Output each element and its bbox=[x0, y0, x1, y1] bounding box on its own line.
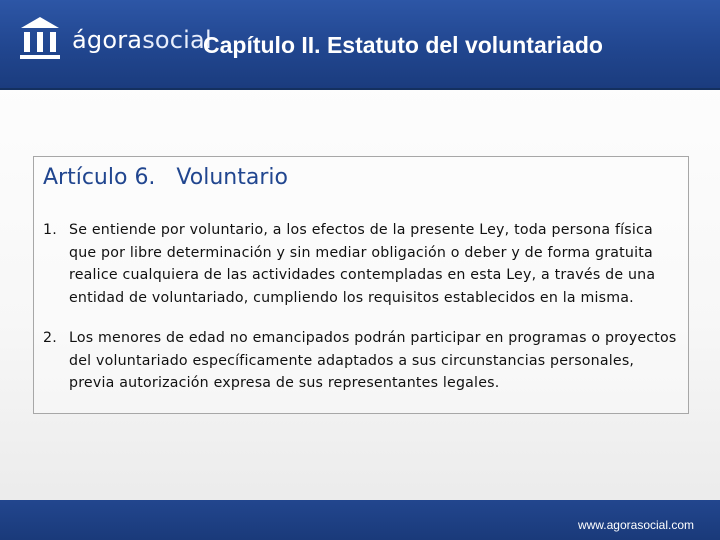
article-item-text: Los menores de edad no emancipados podrán participar en programas o proyectos del voluntariado específicamente adaptados a sus circunstancias personales, previa autorización expresa de sus representantes legales. bbox=[69, 330, 677, 391]
logo-text-bold: ágora bbox=[72, 26, 143, 54]
article-item bbox=[43, 219, 677, 309]
building-columns-icon bbox=[18, 14, 62, 64]
logo-text-light: social bbox=[142, 26, 212, 54]
article-heading: Artículo 6. Voluntario bbox=[43, 165, 288, 190]
article-item-number: 2. bbox=[43, 330, 57, 346]
article-item bbox=[43, 327, 677, 395]
footer-bar bbox=[0, 500, 720, 540]
footer-url-link[interactable]: www.agorasocial.com bbox=[577, 518, 694, 532]
header-bar bbox=[0, 0, 720, 90]
article-item-list bbox=[43, 219, 677, 395]
chapter-title: Capítulo II. Estatuto del voluntariado bbox=[203, 32, 603, 58]
brand-logo-text bbox=[72, 26, 212, 54]
article-item-text: Se entiende por voluntario, a los efectos de la presente Ley, toda persona física que por libre determinación y sin mediar obligación o deber y de forma gratuita realice cualquiera de las actividades contempladas en esta Ley, a través de una entidad de voluntariado, cumpliendo los requisitos establecidos en la misma. bbox=[69, 222, 656, 306]
article-box bbox=[33, 156, 689, 414]
article-item-number: 1. bbox=[43, 222, 57, 238]
